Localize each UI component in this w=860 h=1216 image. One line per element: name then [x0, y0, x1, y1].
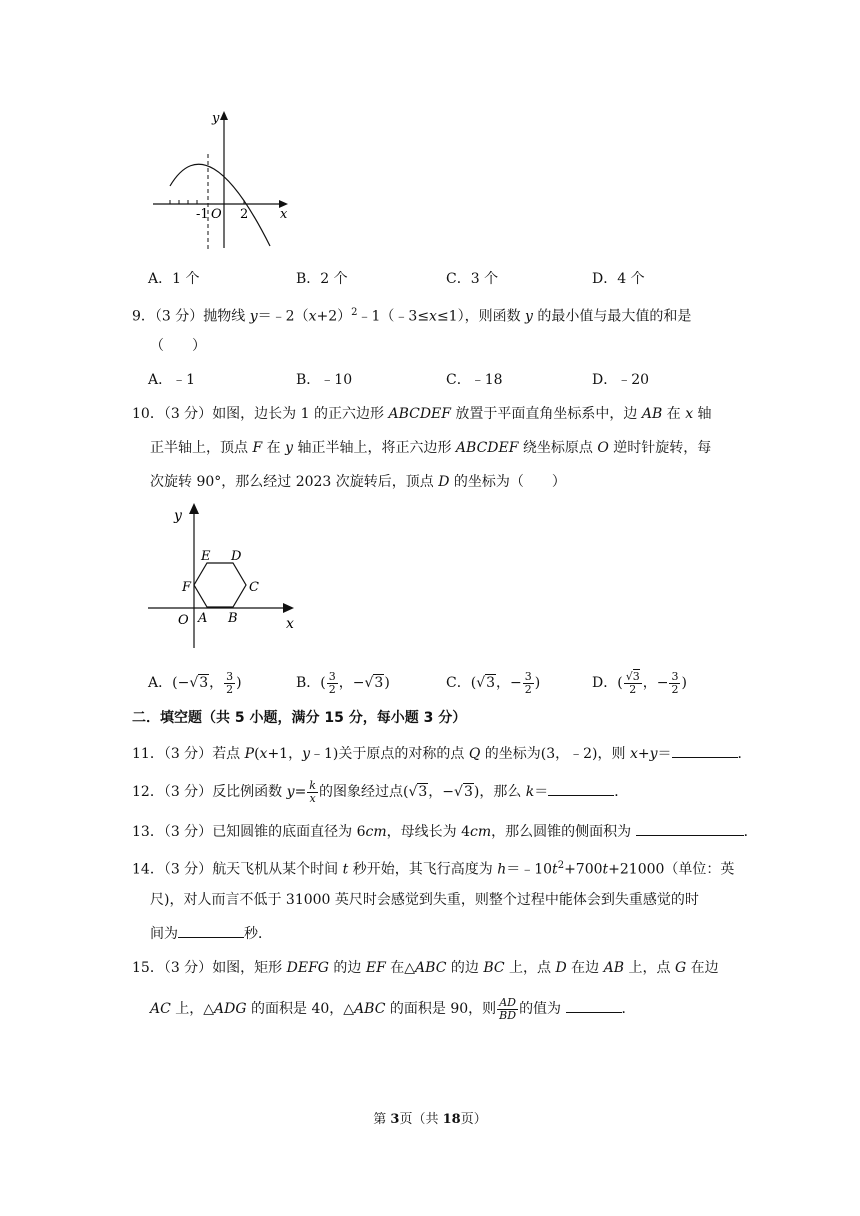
q13-unit: cm: [470, 824, 492, 840]
q9-choice-b[interactable]: B．﹣10: [296, 372, 353, 388]
q9-choice-d[interactable]: D．﹣20: [592, 372, 650, 388]
y-axis-arrow: [189, 503, 199, 514]
q12-answer-blank[interactable]: [548, 781, 614, 796]
minus: −: [352, 675, 365, 691]
q11-text: ﹣1)关于原点的对称的点: [310, 746, 469, 762]
frac-3-2: $\frac{3}{2}$: [328, 669, 336, 696]
q15-answer-blank[interactable]: [566, 998, 622, 1013]
q14-text: +21000（单位：英: [608, 861, 735, 878]
q15-number: 15．: [132, 960, 164, 976]
vertex-D-label: D: [231, 549, 242, 564]
q8-choice-b[interactable]: B．2 个: [296, 271, 348, 287]
q15-var: G: [674, 960, 687, 976]
q11-text: (: [254, 746, 260, 762]
q13-line: [132, 821, 758, 842]
choice-letter: C．: [446, 675, 471, 691]
q11-text: 的坐标为(3，﹣2)，则: [480, 746, 630, 762]
hexagon: [194, 563, 246, 607]
q13-text: ．: [743, 824, 758, 840]
q10-points: （3 分）: [163, 406, 213, 422]
fig-y-label: y: [174, 508, 182, 524]
q8-choice-a[interactable]: A．1 个: [148, 271, 200, 287]
q15-text: 的边: [328, 960, 366, 976]
q9-number: 9．: [132, 308, 155, 325]
q13-number: 13．: [132, 824, 164, 840]
q9-exponent: 2: [351, 307, 358, 318]
q15-text: 上，△: [170, 1001, 215, 1017]
q13-text: 已知圆锥的底面直径为 6: [212, 824, 366, 840]
q10-var: F: [252, 440, 263, 456]
q13-points: （3 分）: [163, 824, 213, 840]
q10-choice-d[interactable]: [592, 670, 687, 696]
q15-var: BC: [483, 960, 505, 976]
q14-text: +700: [564, 861, 603, 878]
paren: (: [172, 675, 178, 691]
q13-unit: cm: [365, 824, 387, 840]
q9-var: x: [429, 308, 437, 325]
q10-var: ABCDEF: [388, 406, 451, 422]
q9-var: y: [249, 308, 258, 325]
q10-text: 如图，边长为 1 的正六边形: [212, 406, 389, 422]
q14-var: h: [497, 861, 507, 878]
q10-text: 逆时针旋转，每: [608, 440, 712, 456]
footer-page-number: 3: [390, 1112, 400, 1127]
q15-var: AC: [150, 1001, 171, 1017]
paren: ): [384, 675, 390, 691]
frac-3-2: $\frac{3}{2}$: [524, 669, 532, 696]
minus: −: [177, 675, 190, 691]
q15-text: 的值为: [519, 1001, 566, 1017]
q9-var: x: [308, 308, 317, 325]
frac-3-2: $\frac{3}{2}$: [226, 669, 234, 696]
q15-var: DEFG: [286, 960, 329, 976]
q14-var: t: [342, 861, 349, 878]
q11-text: +1，: [267, 746, 303, 762]
vertex-F-label: F: [182, 580, 192, 595]
section-2-heading: 二．填空题（共 5 小题，满分 15 分，每小题 3 分）: [132, 710, 467, 726]
frac-AD-BD: $\frac{AD}{BD}$: [499, 995, 517, 1022]
q14-text: 秒开始，其飞行高度为: [348, 861, 498, 878]
q15-text: 的面积是 90，则: [385, 1001, 497, 1017]
q9-text: 抛物线: [203, 308, 250, 325]
frac-k-x: $\frac{k}{x}$: [309, 778, 316, 805]
q10-number: 10．: [132, 406, 164, 422]
q15-text: 在边: [566, 960, 604, 976]
q15-var: ADG: [214, 1001, 247, 1017]
q14-var: t: [602, 861, 609, 878]
q10-line-2: [150, 438, 711, 458]
minus: −: [442, 784, 455, 800]
q15-var: ABC: [415, 960, 447, 976]
paren: (: [617, 675, 623, 691]
q12-number: 12．: [132, 784, 164, 800]
q15-var: D: [555, 960, 567, 976]
q10-text: 在: [262, 440, 286, 456]
q11-answer-blank[interactable]: [672, 743, 738, 758]
q8-choices: [148, 268, 768, 290]
q11-text: +: [637, 746, 650, 762]
q13-text: ，母线长为 4: [386, 824, 471, 840]
q11-text: 若点: [212, 746, 245, 762]
paren: ): [236, 675, 242, 691]
q11-points: （3 分）: [163, 746, 213, 762]
q8-choice-d[interactable]: D．4 个: [592, 271, 645, 287]
q10-choice-a[interactable]: [148, 670, 242, 696]
q12-text: 反比例函数: [212, 784, 287, 800]
q14-text: 航天飞机从某个时间: [212, 861, 343, 878]
q15-text: 上，点: [504, 960, 556, 976]
q11-var: y: [302, 746, 310, 762]
paren: ): [681, 675, 687, 691]
q15-text: 如图，矩形: [212, 960, 287, 976]
vertex-B-label: B: [228, 611, 238, 626]
q11-var: Q: [468, 746, 481, 762]
q15-text: 的边: [446, 960, 484, 976]
x-ticks: [170, 200, 244, 204]
q9-text: ﹣1（﹣3≤: [357, 308, 430, 325]
q15-text: ．: [621, 1001, 636, 1017]
q14-line-3: [150, 923, 272, 944]
paren: (: [470, 675, 477, 691]
q10-text: 轴: [693, 406, 712, 422]
q11-text: ．: [737, 746, 752, 762]
q13-answer-blank[interactable]: [636, 821, 744, 836]
q9-var: y: [525, 308, 533, 325]
q11-var: x: [629, 746, 638, 762]
q10-var: y: [285, 440, 293, 456]
q15-text: 在△: [385, 960, 416, 976]
q14-line-1: [132, 856, 734, 880]
q13-text: ，那么圆锥的侧面积为: [491, 824, 636, 840]
vertex-A-label: A: [198, 611, 208, 626]
q11-var: P: [244, 746, 255, 762]
q10-text: 放置于平面直角坐标系中，边: [450, 406, 642, 422]
sqrt-3: √3: [408, 784, 428, 800]
q14-line-2: 尺)，对人而言不低于 31000 英尺时会感觉到失重，则整个过程中能体会到失重感觉的时: [150, 892, 699, 908]
q14-var: t: [552, 861, 558, 878]
q14-exponent: 2: [557, 860, 565, 871]
q8-choice-c[interactable]: C．3 个: [446, 271, 499, 287]
q10-text: 在: [662, 406, 686, 422]
vertex-C-label: C: [249, 580, 259, 595]
page-footer: [0, 1110, 860, 1130]
footer-text: 页）: [460, 1112, 487, 1127]
q14-text: ＝﹣10: [506, 861, 553, 878]
q10-var: D: [438, 474, 450, 490]
vertex-E-label: E: [201, 549, 211, 564]
hexagon-figure: [148, 500, 308, 650]
q12-text: =: [294, 784, 307, 800]
q10-var: ABCDEF: [455, 440, 519, 456]
q15-text: 上，点: [624, 960, 675, 976]
q9-points: （3 分）: [154, 308, 204, 325]
q15-points: （3 分）: [163, 960, 213, 976]
paren: ): [534, 675, 541, 691]
q9-text: 的最小值与最大值的和是: [532, 308, 692, 325]
sqrt-3: √3: [189, 675, 209, 691]
paren: ): [473, 784, 480, 800]
footer-total-pages: 18: [442, 1112, 461, 1127]
graph-two-label: 2: [240, 207, 249, 222]
graph-neg1-label: -1: [196, 207, 209, 222]
comma: ，: [496, 675, 511, 691]
q12-text: ＝: [534, 784, 549, 800]
graph-y-label: y: [212, 111, 220, 126]
q12-points: （3 分）: [163, 784, 213, 800]
comma: ，: [338, 675, 353, 691]
q14-text: 间为: [150, 926, 178, 942]
graph-x-label: x: [280, 207, 288, 222]
footer-text: 第: [373, 1112, 391, 1127]
q10-choice-c[interactable]: [446, 670, 540, 696]
q12-var: k: [525, 784, 535, 800]
q15-line-2: [150, 994, 636, 1024]
q11-line: [132, 743, 752, 764]
frac-3-2: $\frac{3}{2}$: [671, 669, 679, 696]
parabola-graph: [148, 108, 298, 254]
comma: ，: [428, 784, 443, 800]
q9-text: +2）: [316, 308, 352, 325]
q10-var: x: [685, 406, 694, 422]
parabola-curve: [170, 164, 270, 246]
sqrt-3: √3: [476, 675, 496, 691]
q12-line: [132, 778, 628, 806]
q9-choice-a[interactable]: A．﹣1: [148, 372, 196, 388]
sqrt-3: √3: [364, 675, 384, 691]
q14-number: 14．: [132, 861, 164, 878]
frac-sqrt3-2: $\frac{√3}{2}$: [625, 669, 640, 696]
x-axis-arrow: [283, 603, 294, 613]
choice-letter: A．: [148, 675, 173, 691]
y-axis-arrow: [220, 111, 228, 120]
minus: −: [656, 675, 669, 691]
q10-var: AB: [641, 406, 663, 422]
q11-number: 11．: [132, 746, 164, 762]
graph-origin-label: O: [211, 207, 222, 222]
q15-var: ABC: [354, 1001, 386, 1017]
q15-text: 在边: [686, 960, 719, 976]
q12-text: ，那么: [479, 784, 526, 800]
q9-text: ≤1），则函数: [436, 308, 526, 325]
q11-var: y: [649, 746, 658, 762]
q9-choice-c[interactable]: C．﹣18: [446, 372, 503, 388]
q11-var: x: [259, 746, 268, 762]
q10-text: 轴正半轴上，将正六边形: [293, 440, 456, 456]
q15-line-1: [132, 958, 719, 978]
comma: ，: [642, 675, 657, 691]
q12-var: y: [286, 784, 295, 800]
sqrt-3: √3: [454, 784, 473, 800]
q10-choices: [148, 670, 768, 700]
footer-text: 页（共: [399, 1112, 443, 1127]
choice-letter: B．: [296, 675, 321, 691]
q14-answer-blank[interactable]: [178, 923, 244, 938]
q12-text: 的图象经过点: [318, 784, 403, 800]
choice-letter: D．: [592, 675, 618, 691]
q10-text: 正半轴上，顶点: [150, 440, 253, 456]
q10-text: 绕坐标原点: [518, 440, 598, 456]
paren: (: [402, 784, 409, 800]
q10-line-3: [150, 472, 566, 492]
fig-x-label: x: [286, 616, 294, 632]
q12-text: ．: [614, 784, 629, 800]
q10-line-1: [132, 404, 712, 424]
origin-O-label: O: [178, 613, 189, 628]
q9-answer-paren: （ ）: [150, 338, 206, 354]
q15-text: 的面积是 40，△: [246, 1001, 355, 1017]
q10-text: 的坐标为（ ）: [449, 474, 566, 490]
minus: −: [510, 675, 522, 691]
q9-choices: [148, 369, 768, 391]
q14-points: （3 分）: [163, 861, 213, 878]
q15-var: AB: [603, 960, 625, 976]
q10-choice-b[interactable]: [296, 670, 390, 696]
q11-text: ＝: [657, 746, 672, 762]
q9-line-1: [132, 303, 691, 327]
q10-text: 次旋转 90°，那么经过 2023 次旋转后，顶点: [150, 474, 439, 490]
q14-text: 秒．: [244, 926, 272, 942]
q15-var: EF: [365, 960, 386, 976]
q10-var: O: [597, 440, 609, 456]
comma: ，: [209, 675, 224, 691]
paren: (: [320, 675, 326, 691]
q9-text: ＝﹣2（: [257, 308, 309, 325]
